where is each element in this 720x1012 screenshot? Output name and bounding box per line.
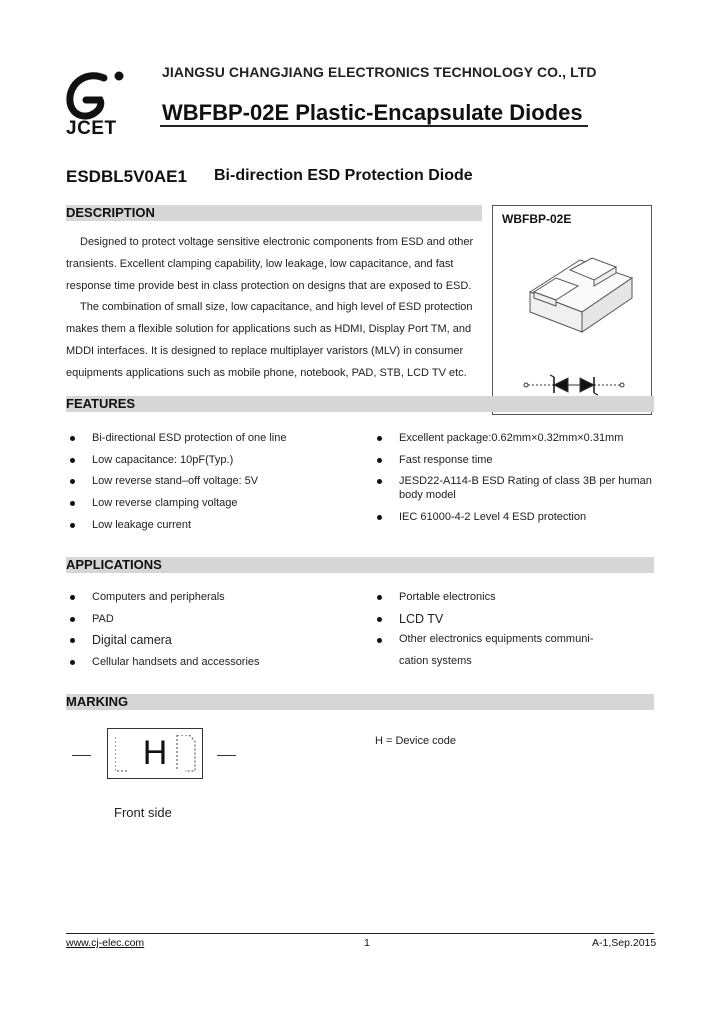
bullet-icon: [377, 436, 382, 441]
marking-caption: Front side: [114, 805, 172, 820]
description-line: response time provide best in class protection on designs that are exposed to ESD.: [66, 279, 472, 292]
description-line: MDDI interfaces. It is designed to replace multiplayer varistors (MLV) in consumer: [66, 344, 464, 357]
footer-rule: [66, 933, 654, 934]
footer-page-number: 1: [364, 937, 370, 949]
footer-url-link[interactable]: www.cj-elec.com: [66, 937, 145, 949]
bullet-icon: [377, 595, 382, 600]
description-line: equipments applications such as mobile phone, notebook, PAD, STB, LCD TV etc.: [66, 366, 467, 379]
bullet-icon: [70, 660, 75, 665]
list-item: Portable electronics: [373, 590, 663, 604]
list-item: JESD22-A114-B ESD Rating of class 3B per human body model: [373, 474, 663, 502]
bullet-icon: [377, 479, 382, 484]
package-label: WBFBP-02E: [502, 212, 572, 226]
footer-revision: A-1,Sep.2015: [592, 937, 657, 949]
description-line: makes them a flexible solution for applications such as HDMI, Display Port TM, and: [66, 323, 472, 336]
product-title: WBFBP-02E Plastic-Encapsulate Diodes: [162, 100, 583, 125]
bullet-icon: [70, 523, 75, 528]
description-heading: DESCRIPTION: [66, 205, 482, 221]
description-text: [66, 232, 482, 385]
marking-code-letter: H: [142, 734, 168, 772]
applications-list-left: [66, 590, 366, 676]
marking-lead-right: [217, 755, 236, 756]
bullet-icon: [377, 617, 382, 622]
list-item: Bi-directional ESD protection of one line: [66, 431, 366, 453]
list-item: Low leakage current: [66, 518, 366, 540]
features-heading: FEATURES: [66, 396, 654, 412]
list-item: IEC 61000-4-2 Level 4 ESD protection: [373, 510, 663, 524]
bullet-icon: [377, 458, 382, 463]
list-item: Digital camera: [66, 633, 366, 655]
bullet-icon: [70, 436, 75, 441]
bullet-icon: [70, 479, 75, 484]
logo-wordmark: JCET: [66, 118, 117, 139]
list-item: Low reverse clamping voltage: [66, 496, 366, 518]
list-item: Low reverse stand–off voltage: 5V: [66, 474, 366, 496]
bullet-icon: [70, 617, 75, 622]
list-item: Low capacitance: 10pF(Typ.): [66, 453, 366, 475]
title-underline: [160, 125, 588, 127]
package-drawing-icon: [520, 240, 640, 340]
description-line: transients. Excellent clamping capability, low leakage, low capacitance, and fast: [66, 257, 454, 270]
bullet-icon: [70, 638, 75, 643]
list-item: Fast response time: [373, 453, 663, 467]
bullet-icon: [377, 638, 382, 643]
list-item: Other electronics equipments communi- cation systems: [373, 629, 599, 672]
list-item: PAD: [66, 612, 366, 634]
bullet-icon: [70, 595, 75, 600]
description-line: The combination of small size, low capacitance, and high level of ESD protection: [80, 301, 473, 314]
bidirectional-diode-symbol-icon: [520, 372, 630, 398]
list-item: Excellent package:0.62mm×0.32mm×0.31mm: [373, 431, 663, 445]
applications-list-right: [373, 590, 663, 680]
description-line: Designed to protect voltage sensitive electronic components from ESD and other: [80, 236, 474, 248]
list-item: Cellular handsets and accessories: [66, 655, 366, 677]
bullet-icon: [70, 458, 75, 463]
company-name: JIANGSU CHANGJIANG ELECTRONICS TECHNOLOGY CO., LTD: [162, 64, 597, 80]
features-list-right: [373, 431, 663, 532]
bullet-icon: [70, 501, 75, 506]
part-description: Bi-direction ESD Protection Diode: [214, 167, 473, 184]
list-item: LCD TV: [373, 612, 663, 626]
marking-code-note: H = Device code: [375, 735, 457, 747]
part-number: ESDBL5V0AE1: [66, 167, 187, 186]
applications-heading: APPLICATIONS: [66, 557, 654, 573]
list-item: Computers and peripherals: [66, 590, 366, 612]
features-list-left: [66, 431, 366, 539]
marking-heading: MARKING: [66, 694, 654, 710]
bullet-icon: [377, 515, 382, 520]
marking-lead-left: [72, 755, 91, 756]
